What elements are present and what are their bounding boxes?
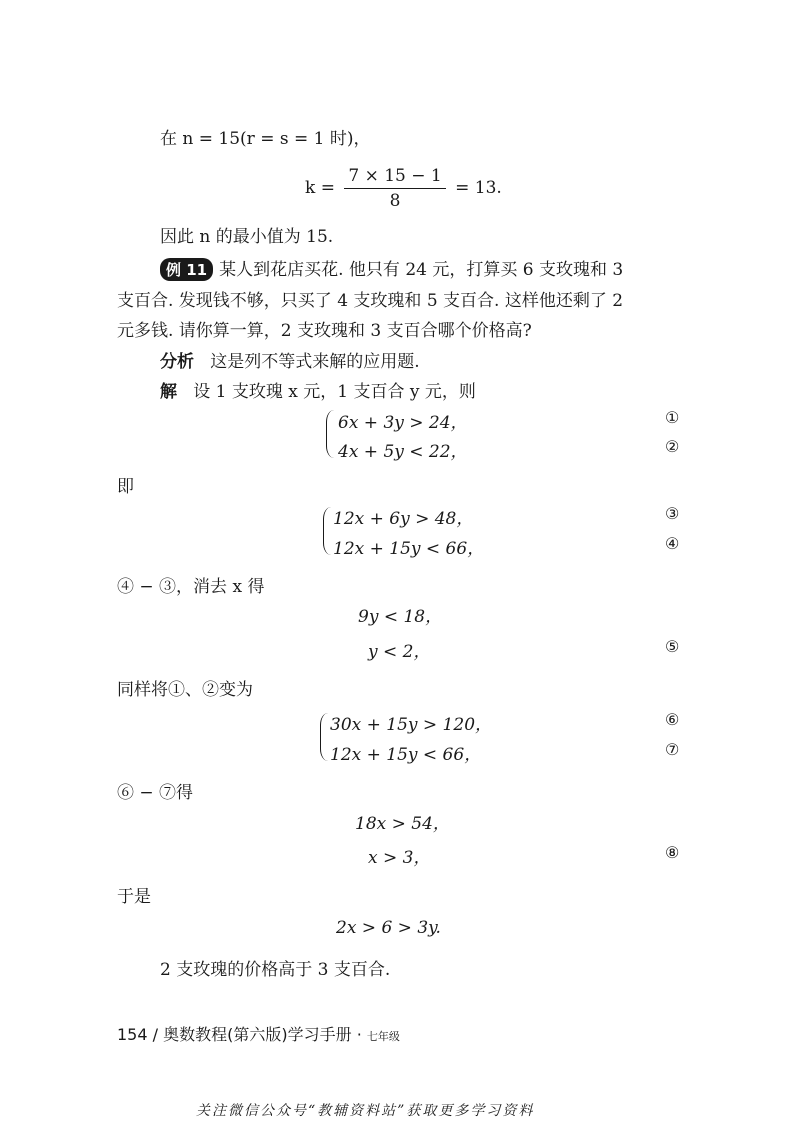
solution-label: 解: [160, 382, 177, 402]
fraction-left: k =: [305, 178, 335, 198]
text-line: 于是: [117, 887, 151, 907]
equation: 9y < 18，: [358, 607, 443, 627]
equation: y < 2，: [368, 642, 431, 662]
fraction-equation: [305, 166, 502, 211]
text-line: ④ − ③，消去 x 得: [117, 577, 265, 597]
equation: 12x + 15y < 66，: [333, 539, 485, 559]
example-text: 某人到花店买花. 他只有 24 元，打算买 6 支玫瑰和 3: [219, 260, 624, 280]
footer-separator: /: [152, 1025, 159, 1044]
conclusion-line: 2 支玫瑰的价格高于 3 支百合.: [160, 960, 391, 980]
solution-text: 设 1 支玫瑰 x 元，1 支百合 y 元，则: [193, 382, 476, 402]
text-line: 同样将①、②变为: [117, 680, 253, 700]
fraction-denominator: 8: [389, 191, 401, 211]
fraction-right: = 13.: [455, 178, 502, 198]
wechat-notice: 关注微信公众号“教辅资料站”获取更多学习资料: [196, 1103, 535, 1119]
equation-number: ⑧: [665, 843, 680, 862]
book-title: 奥数教程(第六版)学习手册 ·: [163, 1025, 362, 1044]
example-line: 支百合. 发现钱不够，只买了 4 支玫瑰和 5 支百合. 这样他还剩了 2: [117, 291, 624, 311]
page-number: 154: [117, 1025, 148, 1044]
solution-line: [160, 377, 476, 402]
text-line: 即: [117, 477, 134, 497]
equation: 30x + 15y > 120，: [330, 715, 493, 735]
text-line: 因此 n 的最小值为 15.: [160, 227, 334, 247]
equation-number: ④: [665, 534, 680, 553]
equation: 4x + 5y < 22，: [338, 442, 468, 462]
text-line: 在 n = 15(r = s = 1 时)，: [160, 129, 371, 149]
text-line: ⑥ − ⑦得: [117, 783, 194, 803]
equation-number: ⑥: [665, 710, 680, 729]
analysis-line: [160, 347, 420, 372]
equation: 2x > 6 > 3y.: [336, 918, 441, 938]
analysis-text: 这是列不等式来解的应用题.: [210, 352, 420, 372]
equation-number: ⑦: [665, 740, 680, 759]
equation-number: ③: [665, 504, 680, 523]
equation: x > 3，: [368, 848, 431, 868]
brace: [320, 713, 329, 761]
equation-number: ②: [665, 437, 680, 456]
equation: 12x + 6y > 48，: [333, 509, 474, 529]
equation: 12x + 15y < 66，: [330, 745, 482, 765]
equation: 6x + 3y > 24，: [338, 413, 468, 433]
example-badge: 例 11: [160, 258, 213, 281]
fraction-numerator: 7 × 15 − 1: [344, 166, 445, 189]
equation: 18x > 54，: [355, 814, 450, 834]
equation-number: ⑤: [665, 637, 680, 656]
brace: [326, 410, 335, 458]
equation-number: ①: [665, 408, 680, 427]
analysis-label: 分析: [160, 352, 194, 372]
example-line: 元多钱. 请你算一算，2 支玫瑰和 3 支百合哪个价格高?: [117, 321, 532, 341]
page-footer: [117, 1022, 400, 1045]
grade-label: 七年级: [366, 1030, 400, 1043]
brace: [323, 507, 332, 555]
example-line: [160, 255, 623, 281]
fraction: [344, 166, 445, 211]
